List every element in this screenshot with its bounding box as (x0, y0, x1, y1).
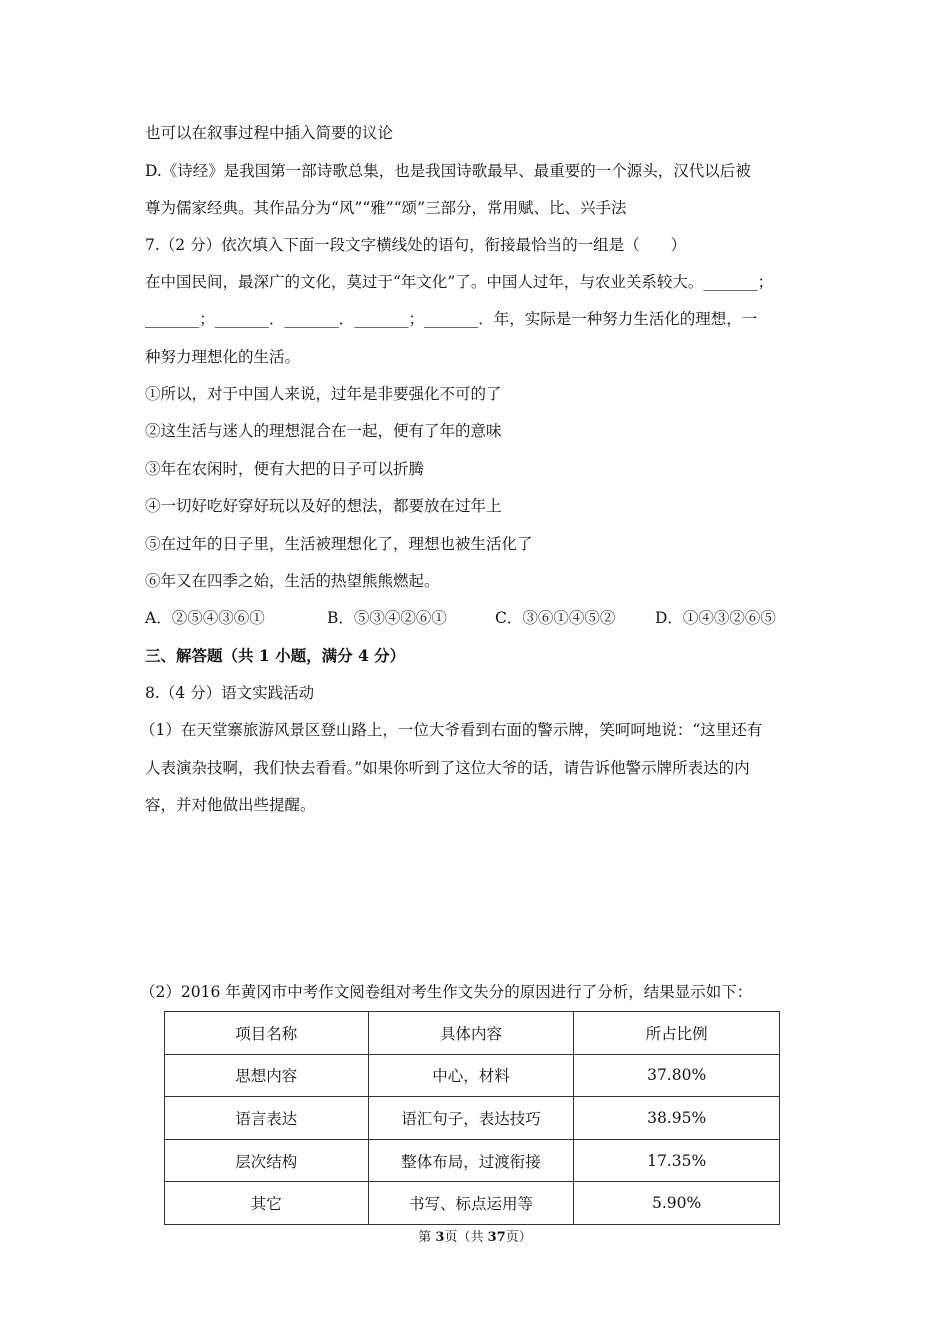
text-line: 种努力理想化的生活。 (145, 348, 301, 366)
text-line: （1）在天堂寨旅游风景区登山路上，一位大爷看到右面的警示牌，笑呵呵地说：“这里还有 (140, 721, 763, 739)
text-line: 容，并对他做出些提醒。 (145, 796, 316, 814)
section-heading: 三、解答题（共 1 小题，满分 4 分） (145, 646, 406, 665)
table-cell: 其它 (165, 1182, 369, 1225)
footer-suffix: 页） (505, 1230, 532, 1245)
text-line: （2）2016 年黄冈市中考作文阅卷组对考生作文失分的原因进行了分析，结果显示如下： (140, 983, 753, 1001)
text-line: 也可以在叙事过程中插入简要的议论 (145, 124, 394, 142)
option-b: B．⑤③④②⑥① (327, 609, 447, 627)
sentence-2: ②这生活与迷人的理想混合在一起，便有了年的意味 (145, 422, 502, 440)
sentence-6: ⑥年又在四季之始，生活的热望熊熊燃起。 (145, 572, 440, 590)
table-cell: 语言表达 (165, 1097, 369, 1140)
table-row (165, 1139, 780, 1182)
footer-prefix: 第 (418, 1230, 436, 1245)
table-row (165, 1182, 780, 1225)
answer-options (145, 606, 815, 630)
sentence-4: ④一切好吃好穿好玩以及好的想法，都要放在过年上 (145, 497, 502, 515)
table-cell: 语汇句子，表达技巧 (368, 1097, 574, 1140)
table-row (165, 1054, 780, 1097)
table-cell: 17.35% (574, 1139, 780, 1182)
table-header: 所占比例 (574, 1012, 780, 1055)
table-row (165, 1097, 780, 1140)
table-cell: 思想内容 (165, 1054, 369, 1097)
option-a: A．②⑤④③⑥① (145, 609, 265, 627)
text-line: 尊为儒家经典。其作品分为“风”“雅”“颂”三部分，常用赋、比、兴手法 (145, 199, 627, 217)
table-cell: 整体布局，过渡衔接 (368, 1139, 574, 1182)
question-8: 8.（4 分）语文实践活动 (145, 684, 315, 702)
text-line: 人表演杂技啊，我们快去看看。”如果你听到了这位大爷的话，请告诉他警示牌所表达的内 (145, 759, 750, 777)
text-line: 在中国民间，最深广的文化，莫过于“年文化”了。中国人过年，与农业关系较大。_______； (145, 273, 774, 291)
footer-mid: 页（共 (444, 1230, 488, 1245)
page-number: 3 (435, 1230, 445, 1245)
question-7: 7.（2 分）依次填入下面一段文字横线处的语句，衔接最恰当的一组是（ ） (145, 236, 687, 254)
table-cell: 38.95% (574, 1097, 780, 1140)
table-cell: 中心，材料 (368, 1054, 574, 1097)
sentence-1: ①所以，对于中国人来说，过年是非要强化不可的了 (145, 385, 502, 403)
page-footer (0, 1226, 950, 1245)
text-line: D.《诗经》是我国第一部诗歌总集，也是我国诗歌最早、最重要的一个源头，汉代以后被 (145, 162, 751, 180)
total-pages: 37 (487, 1230, 506, 1245)
analysis-table (164, 1011, 780, 1225)
table-header: 项目名称 (165, 1012, 369, 1055)
option-d: D．①④③②⑥⑤ (655, 609, 776, 627)
table-cell: 37.80% (574, 1054, 780, 1097)
table-cell: 5.90% (574, 1182, 780, 1225)
table-header: 具体内容 (368, 1012, 574, 1055)
table-cell: 层次结构 (165, 1139, 369, 1182)
option-c: C．③⑥①④⑤② (495, 609, 616, 627)
table-header-row (165, 1012, 780, 1055)
table-cell: 书写、标点运用等 (368, 1182, 574, 1225)
sentence-3: ③年在农闲时，便有大把的日子可以折腾 (145, 460, 425, 478)
sentence-5: ⑤在过年的日子里，生活被理想化了，理想也被生活化了 (145, 535, 533, 553)
text-line: _______；_______．_______．_______；_______．年，实际是一种努力生活化的理想，一 (145, 310, 758, 328)
